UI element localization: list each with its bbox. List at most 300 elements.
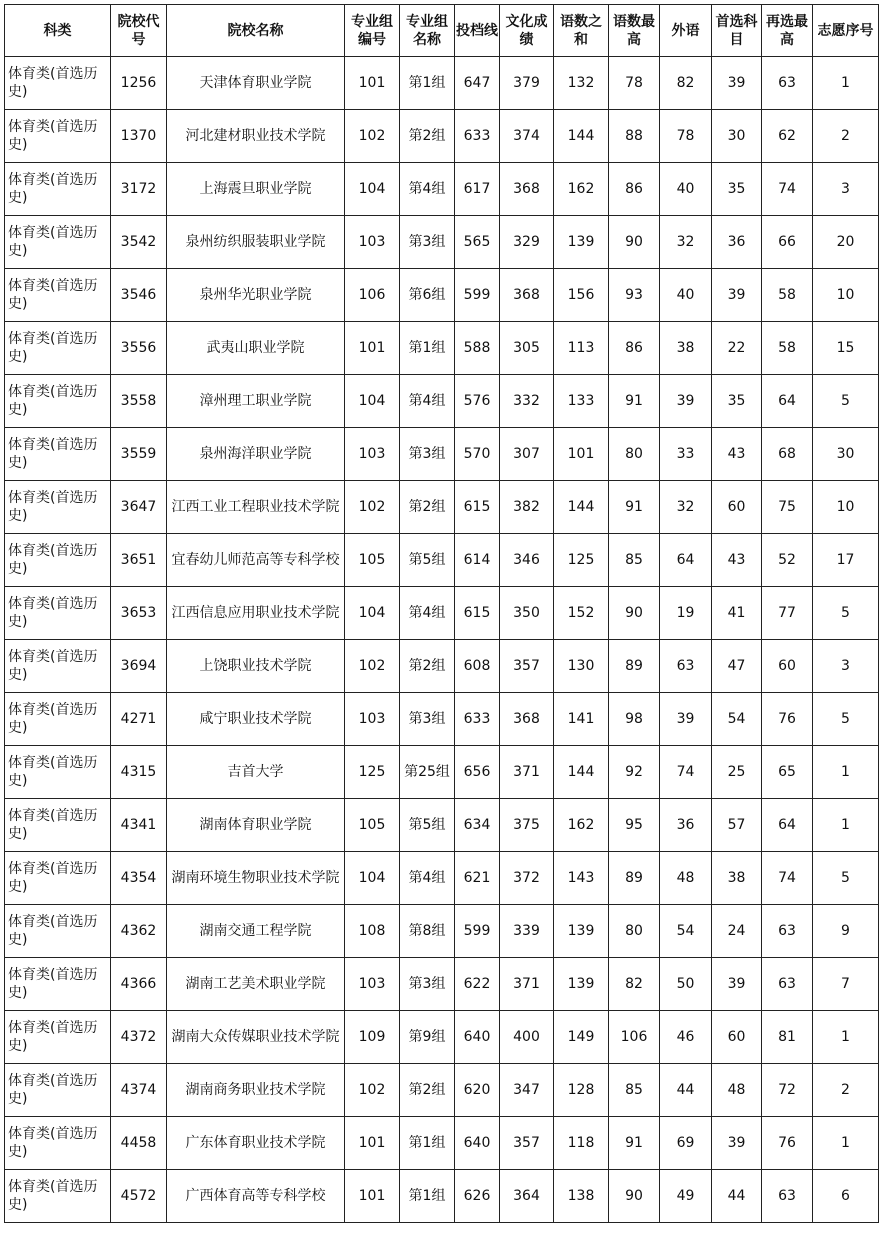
- cell-school-code: 3653: [111, 587, 167, 640]
- cell-group-code: 125: [345, 746, 400, 799]
- cell-foreign-language: 63: [660, 640, 712, 693]
- cell-chinese-math-max: 88: [609, 110, 660, 163]
- cell-school-code: 4366: [111, 958, 167, 1011]
- cell-second-subject-max: 52: [762, 534, 813, 587]
- cell-second-subject-max: 63: [762, 1170, 813, 1223]
- cell-foreign-language: 49: [660, 1170, 712, 1223]
- table-row: [5, 640, 879, 693]
- table-row: [5, 693, 879, 746]
- cell-cutoff-score: 588: [455, 322, 500, 375]
- cell-culture-score: 305: [500, 322, 554, 375]
- cell-chinese-math-max: 86: [609, 163, 660, 216]
- cell-group-code: 109: [345, 1011, 400, 1064]
- admission-table-container: [4, 4, 879, 1223]
- cell-school-name: 吉首大学: [167, 746, 345, 799]
- cell-cutoff-score: 640: [455, 1117, 500, 1170]
- cell-school-name: 泉州海洋职业学院: [167, 428, 345, 481]
- cell-cutoff-score: 622: [455, 958, 500, 1011]
- cell-school-name: 上海震旦职业学院: [167, 163, 345, 216]
- cell-chinese-math-sum: 130: [554, 640, 609, 693]
- cell-school-code: 1256: [111, 57, 167, 110]
- cell-second-subject-max: 66: [762, 216, 813, 269]
- table-row: [5, 746, 879, 799]
- cell-second-subject-max: 62: [762, 110, 813, 163]
- cell-second-subject-max: 74: [762, 852, 813, 905]
- cell-cutoff-score: 599: [455, 905, 500, 958]
- cell-cutoff-score: 599: [455, 269, 500, 322]
- cell-preference-order: 2: [813, 1064, 879, 1117]
- cell-culture-score: 382: [500, 481, 554, 534]
- cell-foreign-language: 19: [660, 587, 712, 640]
- cell-group-name: 第4组: [400, 163, 455, 216]
- cell-preference-order: 30: [813, 428, 879, 481]
- cell-school-code: 4362: [111, 905, 167, 958]
- cell-culture-score: 368: [500, 269, 554, 322]
- cell-first-subject: 54: [712, 693, 762, 746]
- cell-chinese-math-sum: 149: [554, 1011, 609, 1064]
- header-group-code: 专业组编号: [345, 5, 400, 57]
- cell-culture-score: 307: [500, 428, 554, 481]
- cell-group-code: 104: [345, 375, 400, 428]
- cell-school-code: 4354: [111, 852, 167, 905]
- cell-preference-order: 9: [813, 905, 879, 958]
- cell-first-subject: 25: [712, 746, 762, 799]
- cell-school-code: 3647: [111, 481, 167, 534]
- cell-preference-order: 1: [813, 1117, 879, 1170]
- cell-chinese-math-max: 91: [609, 481, 660, 534]
- cell-first-subject: 60: [712, 1011, 762, 1064]
- cell-preference-order: 6: [813, 1170, 879, 1223]
- cell-cutoff-score: 647: [455, 57, 500, 110]
- header-cutoff-score: 投档线: [455, 5, 500, 57]
- cell-chinese-math-max: 93: [609, 269, 660, 322]
- cell-first-subject: 60: [712, 481, 762, 534]
- cell-school-code: 4271: [111, 693, 167, 746]
- cell-foreign-language: 78: [660, 110, 712, 163]
- cell-foreign-language: 50: [660, 958, 712, 1011]
- cell-group-code: 106: [345, 269, 400, 322]
- cell-foreign-language: 36: [660, 799, 712, 852]
- cell-school-code: 3556: [111, 322, 167, 375]
- cell-group-name: 第2组: [400, 1064, 455, 1117]
- cell-school-code: 3651: [111, 534, 167, 587]
- cell-school-name: 江西信息应用职业技术学院: [167, 587, 345, 640]
- cell-foreign-language: 32: [660, 216, 712, 269]
- table-row: [5, 1064, 879, 1117]
- cell-preference-order: 3: [813, 163, 879, 216]
- cell-school-name: 湖南体育职业学院: [167, 799, 345, 852]
- header-group-name: 专业组名称: [400, 5, 455, 57]
- cell-chinese-math-sum: 139: [554, 958, 609, 1011]
- cell-foreign-language: 40: [660, 269, 712, 322]
- cell-group-code: 102: [345, 110, 400, 163]
- cell-foreign-language: 33: [660, 428, 712, 481]
- cell-group-code: 103: [345, 216, 400, 269]
- cell-chinese-math-max: 91: [609, 375, 660, 428]
- cell-preference-order: 17: [813, 534, 879, 587]
- cell-subject: 体育类(首选历史): [5, 322, 111, 375]
- cell-culture-score: 368: [500, 693, 554, 746]
- cell-school-code: 4572: [111, 1170, 167, 1223]
- cell-subject: 体育类(首选历史): [5, 587, 111, 640]
- cell-preference-order: 1: [813, 799, 879, 852]
- cell-group-code: 101: [345, 322, 400, 375]
- cell-chinese-math-max: 92: [609, 746, 660, 799]
- cell-chinese-math-sum: 162: [554, 799, 609, 852]
- cell-subject: 体育类(首选历史): [5, 163, 111, 216]
- header-school-name: 院校名称: [167, 5, 345, 57]
- header-second-subject-max: 再选最高: [762, 5, 813, 57]
- cell-preference-order: 10: [813, 481, 879, 534]
- cell-subject: 体育类(首选历史): [5, 110, 111, 163]
- cell-chinese-math-sum: 144: [554, 110, 609, 163]
- cell-group-name: 第1组: [400, 1170, 455, 1223]
- cell-first-subject: 35: [712, 375, 762, 428]
- cell-culture-score: 371: [500, 746, 554, 799]
- cell-foreign-language: 32: [660, 481, 712, 534]
- cell-second-subject-max: 65: [762, 746, 813, 799]
- cell-preference-order: 2: [813, 110, 879, 163]
- cell-chinese-math-sum: 144: [554, 746, 609, 799]
- cell-subject: 体育类(首选历史): [5, 481, 111, 534]
- cell-chinese-math-max: 95: [609, 799, 660, 852]
- cell-second-subject-max: 77: [762, 587, 813, 640]
- header-school-code: 院校代号: [111, 5, 167, 57]
- cell-chinese-math-max: 80: [609, 428, 660, 481]
- cell-school-name: 天津体育职业学院: [167, 57, 345, 110]
- cell-school-name: 河北建材职业技术学院: [167, 110, 345, 163]
- cell-group-name: 第9组: [400, 1011, 455, 1064]
- cell-chinese-math-sum: 138: [554, 1170, 609, 1223]
- cell-chinese-math-max: 90: [609, 1170, 660, 1223]
- cell-group-code: 103: [345, 958, 400, 1011]
- cell-chinese-math-sum: 144: [554, 481, 609, 534]
- cell-foreign-language: 69: [660, 1117, 712, 1170]
- cell-chinese-math-sum: 156: [554, 269, 609, 322]
- cell-group-name: 第3组: [400, 958, 455, 1011]
- cell-cutoff-score: 640: [455, 1011, 500, 1064]
- cell-school-name: 江西工业工程职业技术学院: [167, 481, 345, 534]
- cell-first-subject: 48: [712, 1064, 762, 1117]
- cell-first-subject: 39: [712, 958, 762, 1011]
- table-row: [5, 587, 879, 640]
- cell-group-name: 第3组: [400, 428, 455, 481]
- cell-preference-order: 1: [813, 57, 879, 110]
- cell-subject: 体育类(首选历史): [5, 1170, 111, 1223]
- cell-cutoff-score: 656: [455, 746, 500, 799]
- cell-cutoff-score: 633: [455, 110, 500, 163]
- header-subject: 科类: [5, 5, 111, 57]
- cell-chinese-math-sum: 125: [554, 534, 609, 587]
- table-row: [5, 57, 879, 110]
- cell-first-subject: 57: [712, 799, 762, 852]
- cell-subject: 体育类(首选历史): [5, 269, 111, 322]
- cell-chinese-math-sum: 141: [554, 693, 609, 746]
- cell-chinese-math-max: 86: [609, 322, 660, 375]
- cell-second-subject-max: 81: [762, 1011, 813, 1064]
- cell-second-subject-max: 68: [762, 428, 813, 481]
- cell-first-subject: 47: [712, 640, 762, 693]
- cell-school-code: 3172: [111, 163, 167, 216]
- cell-group-name: 第1组: [400, 57, 455, 110]
- cell-second-subject-max: 63: [762, 958, 813, 1011]
- cell-subject: 体育类(首选历史): [5, 1011, 111, 1064]
- cell-culture-score: 329: [500, 216, 554, 269]
- table-header-row: [5, 5, 879, 57]
- cell-group-code: 108: [345, 905, 400, 958]
- admission-score-table: [4, 4, 879, 1223]
- cell-second-subject-max: 60: [762, 640, 813, 693]
- cell-group-code: 104: [345, 163, 400, 216]
- cell-culture-score: 357: [500, 640, 554, 693]
- cell-group-name: 第2组: [400, 110, 455, 163]
- cell-group-name: 第6组: [400, 269, 455, 322]
- cell-group-name: 第4组: [400, 587, 455, 640]
- cell-subject: 体育类(首选历史): [5, 640, 111, 693]
- cell-subject: 体育类(首选历史): [5, 1117, 111, 1170]
- cell-group-code: 102: [345, 481, 400, 534]
- cell-culture-score: 372: [500, 852, 554, 905]
- cell-chinese-math-sum: 143: [554, 852, 609, 905]
- header-chinese-math-sum: 语数之和: [554, 5, 609, 57]
- cell-second-subject-max: 58: [762, 322, 813, 375]
- cell-foreign-language: 64: [660, 534, 712, 587]
- cell-chinese-math-max: 85: [609, 534, 660, 587]
- cell-school-code: 4372: [111, 1011, 167, 1064]
- cell-culture-score: 375: [500, 799, 554, 852]
- table-row: [5, 163, 879, 216]
- cell-school-name: 广东体育职业技术学院: [167, 1117, 345, 1170]
- cell-school-name: 湖南环境生物职业技术学院: [167, 852, 345, 905]
- cell-school-name: 咸宁职业技术学院: [167, 693, 345, 746]
- cell-group-code: 103: [345, 693, 400, 746]
- cell-preference-order: 1: [813, 746, 879, 799]
- cell-cutoff-score: 615: [455, 481, 500, 534]
- cell-first-subject: 24: [712, 905, 762, 958]
- cell-chinese-math-max: 78: [609, 57, 660, 110]
- cell-school-code: 3546: [111, 269, 167, 322]
- cell-group-code: 103: [345, 428, 400, 481]
- cell-cutoff-score: 608: [455, 640, 500, 693]
- cell-school-code: 3558: [111, 375, 167, 428]
- cell-subject: 体育类(首选历史): [5, 852, 111, 905]
- cell-school-code: 3542: [111, 216, 167, 269]
- cell-culture-score: 400: [500, 1011, 554, 1064]
- cell-chinese-math-max: 106: [609, 1011, 660, 1064]
- cell-school-code: 4458: [111, 1117, 167, 1170]
- cell-preference-order: 1: [813, 1011, 879, 1064]
- cell-preference-order: 5: [813, 375, 879, 428]
- cell-school-code: 4374: [111, 1064, 167, 1117]
- cell-chinese-math-max: 91: [609, 1117, 660, 1170]
- cell-cutoff-score: 615: [455, 587, 500, 640]
- cell-first-subject: 35: [712, 163, 762, 216]
- cell-cutoff-score: 633: [455, 693, 500, 746]
- cell-group-code: 105: [345, 534, 400, 587]
- table-row: [5, 1117, 879, 1170]
- cell-second-subject-max: 72: [762, 1064, 813, 1117]
- cell-foreign-language: 39: [660, 375, 712, 428]
- cell-subject: 体育类(首选历史): [5, 375, 111, 428]
- cell-foreign-language: 46: [660, 1011, 712, 1064]
- cell-foreign-language: 40: [660, 163, 712, 216]
- table-row: [5, 905, 879, 958]
- table-row: [5, 481, 879, 534]
- cell-school-name: 湖南商务职业技术学院: [167, 1064, 345, 1117]
- cell-group-code: 105: [345, 799, 400, 852]
- cell-school-code: 3694: [111, 640, 167, 693]
- cell-group-name: 第5组: [400, 534, 455, 587]
- cell-group-name: 第1组: [400, 1117, 455, 1170]
- cell-group-name: 第4组: [400, 375, 455, 428]
- cell-chinese-math-max: 85: [609, 1064, 660, 1117]
- cell-group-name: 第1组: [400, 322, 455, 375]
- cell-chinese-math-sum: 101: [554, 428, 609, 481]
- cell-cutoff-score: 634: [455, 799, 500, 852]
- cell-preference-order: 5: [813, 587, 879, 640]
- cell-chinese-math-sum: 139: [554, 905, 609, 958]
- cell-subject: 体育类(首选历史): [5, 1064, 111, 1117]
- cell-subject: 体育类(首选历史): [5, 693, 111, 746]
- cell-culture-score: 364: [500, 1170, 554, 1223]
- cell-cutoff-score: 614: [455, 534, 500, 587]
- cell-first-subject: 36: [712, 216, 762, 269]
- cell-chinese-math-max: 89: [609, 852, 660, 905]
- cell-subject: 体育类(首选历史): [5, 746, 111, 799]
- table-row: [5, 110, 879, 163]
- cell-foreign-language: 74: [660, 746, 712, 799]
- cell-subject: 体育类(首选历史): [5, 534, 111, 587]
- cell-second-subject-max: 76: [762, 693, 813, 746]
- cell-culture-score: 368: [500, 163, 554, 216]
- cell-group-name: 第2组: [400, 481, 455, 534]
- cell-preference-order: 7: [813, 958, 879, 1011]
- cell-foreign-language: 48: [660, 852, 712, 905]
- header-preference-order: 志愿序号: [813, 5, 879, 57]
- cell-first-subject: 39: [712, 57, 762, 110]
- table-row: [5, 1011, 879, 1064]
- cell-culture-score: 379: [500, 57, 554, 110]
- cell-school-name: 上饶职业技术学院: [167, 640, 345, 693]
- cell-group-code: 101: [345, 1117, 400, 1170]
- cell-subject: 体育类(首选历史): [5, 905, 111, 958]
- cell-first-subject: 43: [712, 534, 762, 587]
- cell-school-name: 泉州纺织服装职业学院: [167, 216, 345, 269]
- cell-second-subject-max: 75: [762, 481, 813, 534]
- header-foreign-language: 外语: [660, 5, 712, 57]
- cell-chinese-math-sum: 133: [554, 375, 609, 428]
- cell-school-name: 武夷山职业学院: [167, 322, 345, 375]
- cell-school-name: 泉州华光职业学院: [167, 269, 345, 322]
- cell-chinese-math-max: 90: [609, 216, 660, 269]
- cell-preference-order: 20: [813, 216, 879, 269]
- cell-second-subject-max: 58: [762, 269, 813, 322]
- cell-group-code: 101: [345, 1170, 400, 1223]
- cell-chinese-math-sum: 139: [554, 216, 609, 269]
- cell-school-code: 1370: [111, 110, 167, 163]
- cell-group-name: 第5组: [400, 799, 455, 852]
- cell-culture-score: 374: [500, 110, 554, 163]
- cell-chinese-math-max: 89: [609, 640, 660, 693]
- cell-group-code: 104: [345, 852, 400, 905]
- table-row: [5, 428, 879, 481]
- cell-chinese-math-max: 82: [609, 958, 660, 1011]
- cell-second-subject-max: 63: [762, 905, 813, 958]
- cell-chinese-math-max: 80: [609, 905, 660, 958]
- table-row: [5, 216, 879, 269]
- cell-preference-order: 5: [813, 852, 879, 905]
- cell-cutoff-score: 565: [455, 216, 500, 269]
- cell-group-code: 102: [345, 1064, 400, 1117]
- cell-cutoff-score: 576: [455, 375, 500, 428]
- cell-first-subject: 43: [712, 428, 762, 481]
- cell-school-name: 湖南工艺美术职业学院: [167, 958, 345, 1011]
- cell-subject: 体育类(首选历史): [5, 428, 111, 481]
- table-row: [5, 958, 879, 1011]
- table-row: [5, 852, 879, 905]
- cell-group-name: 第2组: [400, 640, 455, 693]
- cell-foreign-language: 82: [660, 57, 712, 110]
- header-first-subject: 首选科目: [712, 5, 762, 57]
- header-culture-score: 文化成绩: [500, 5, 554, 57]
- cell-culture-score: 347: [500, 1064, 554, 1117]
- cell-preference-order: 15: [813, 322, 879, 375]
- cell-culture-score: 339: [500, 905, 554, 958]
- cell-group-name: 第25组: [400, 746, 455, 799]
- cell-chinese-math-sum: 113: [554, 322, 609, 375]
- cell-subject: 体育类(首选历史): [5, 216, 111, 269]
- table-row: [5, 322, 879, 375]
- cell-school-code: 4341: [111, 799, 167, 852]
- header-chinese-math-max: 语数最高: [609, 5, 660, 57]
- cell-school-name: 广西体育高等专科学校: [167, 1170, 345, 1223]
- cell-chinese-math-max: 98: [609, 693, 660, 746]
- cell-second-subject-max: 63: [762, 57, 813, 110]
- cell-school-code: 3559: [111, 428, 167, 481]
- cell-preference-order: 5: [813, 693, 879, 746]
- cell-second-subject-max: 74: [762, 163, 813, 216]
- cell-school-code: 4315: [111, 746, 167, 799]
- cell-school-name: 漳州理工职业学院: [167, 375, 345, 428]
- table-row: [5, 375, 879, 428]
- cell-group-name: 第4组: [400, 852, 455, 905]
- cell-culture-score: 371: [500, 958, 554, 1011]
- cell-second-subject-max: 76: [762, 1117, 813, 1170]
- cell-foreign-language: 54: [660, 905, 712, 958]
- cell-cutoff-score: 570: [455, 428, 500, 481]
- cell-culture-score: 357: [500, 1117, 554, 1170]
- cell-first-subject: 41: [712, 587, 762, 640]
- cell-first-subject: 44: [712, 1170, 762, 1223]
- cell-group-code: 104: [345, 587, 400, 640]
- cell-cutoff-score: 617: [455, 163, 500, 216]
- cell-group-name: 第8组: [400, 905, 455, 958]
- cell-first-subject: 30: [712, 110, 762, 163]
- cell-foreign-language: 44: [660, 1064, 712, 1117]
- cell-culture-score: 332: [500, 375, 554, 428]
- table-row: [5, 269, 879, 322]
- cell-school-name: 湖南大众传媒职业技术学院: [167, 1011, 345, 1064]
- cell-subject: 体育类(首选历史): [5, 57, 111, 110]
- cell-chinese-math-sum: 162: [554, 163, 609, 216]
- cell-subject: 体育类(首选历史): [5, 799, 111, 852]
- cell-subject: 体育类(首选历史): [5, 958, 111, 1011]
- cell-school-name: 湖南交通工程学院: [167, 905, 345, 958]
- cell-first-subject: 39: [712, 269, 762, 322]
- cell-cutoff-score: 620: [455, 1064, 500, 1117]
- cell-group-code: 102: [345, 640, 400, 693]
- cell-first-subject: 39: [712, 1117, 762, 1170]
